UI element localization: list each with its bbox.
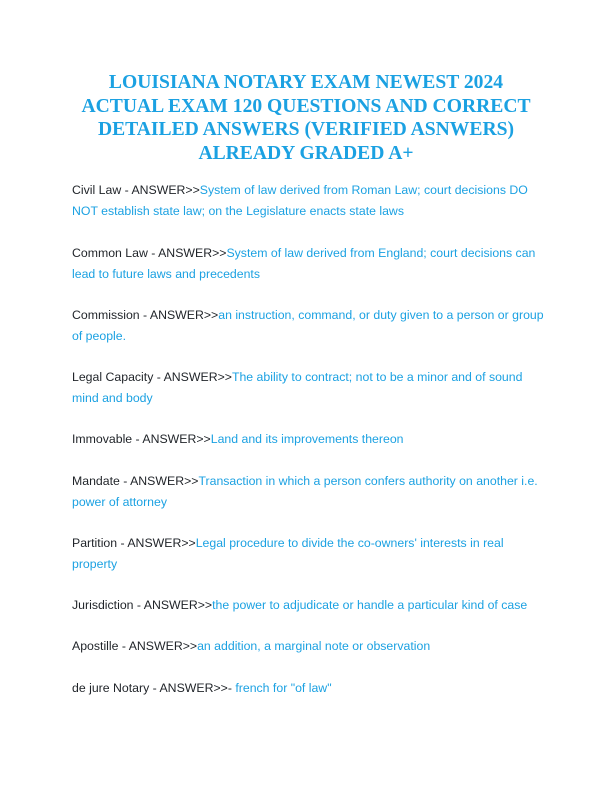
- qa-term: Legal Capacity - ANSWER>>: [72, 370, 232, 384]
- qa-answer-continued: mind and body: [72, 391, 153, 405]
- qa-item-jurisdiction: [72, 595, 542, 616]
- qa-term: Partition - ANSWER>>: [72, 536, 196, 550]
- qa-answer: System of law derived from England; court decisions can: [226, 246, 536, 260]
- qa-item-apostille: [72, 636, 542, 657]
- qa-term: Immovable - ANSWER>>: [72, 432, 211, 446]
- qa-term: de jure Notary - ANSWER>>-: [72, 681, 236, 695]
- qa-term: Civil Law - ANSWER>>: [72, 183, 200, 197]
- qa-line: [72, 429, 542, 450]
- qa-term: Common Law - ANSWER>>: [72, 246, 227, 260]
- qa-answer: System of law derived from Roman Law; court decisions DO: [199, 183, 528, 197]
- qa-answer: The ability to contract; not to be a minor and of sound: [231, 370, 523, 384]
- qa-line: [72, 243, 542, 264]
- qa-term: Jurisdiction - ANSWER>>: [72, 598, 213, 612]
- qa-item-de-jure-notary: [72, 678, 542, 699]
- qa-item-commission: [72, 305, 542, 347]
- title-line: LOUISIANA NOTARY EXAM NEWEST 2024: [108, 72, 504, 93]
- qa-answer: an instruction, command, or duty given to a person or group: [218, 308, 544, 322]
- qa-line: [72, 533, 542, 554]
- qa-answer: Transaction in which a person confers authority on another i.e.: [198, 474, 538, 488]
- qa-answer: the power to adjudicate or handle a particular kind of case: [212, 598, 528, 612]
- qa-answer-continued: NOT establish state law; on the Legislature enacts state laws: [72, 204, 404, 218]
- qa-line: [72, 180, 542, 201]
- qa-term: Commission - ANSWER>>: [72, 308, 219, 322]
- qa-item-partition: [72, 533, 542, 575]
- qa-line: [72, 367, 542, 388]
- qa-answer: an addition, a marginal note or observation: [197, 639, 431, 653]
- qa-item-mandate: [72, 471, 542, 513]
- title-line: DETAILED ANSWERS (VERIFIED ASNWERS): [97, 119, 515, 140]
- qa-answer-continued: of people.: [72, 329, 127, 343]
- qa-item-civil-law: [72, 180, 542, 222]
- qa-answer-continued: property: [72, 557, 118, 571]
- qa-answer-continued: power of attorney: [72, 495, 168, 509]
- document-title: [60, 71, 552, 165]
- qa-term: Apostille - ANSWER>>: [72, 639, 198, 653]
- qa-item-immovable: [72, 429, 542, 450]
- qa-answer: Legal procedure to divide the co-owners' interests in real: [195, 536, 504, 550]
- qa-term: Mandate - ANSWER>>: [72, 474, 199, 488]
- qa-line: [72, 305, 542, 326]
- qa-line: [72, 636, 542, 657]
- qa-answer-continued: lead to future laws and precedents: [72, 267, 260, 281]
- title-line: ACTUAL EXAM 120 QUESTIONS AND CORRECT: [81, 95, 531, 117]
- qa-line: [72, 471, 542, 492]
- qa-line: [72, 595, 542, 616]
- qa-line: [72, 678, 542, 699]
- qa-answer: french for "of law": [235, 681, 332, 695]
- qa-item-legal-capacity: [72, 367, 542, 409]
- title-line: ALREADY GRADED A+: [198, 142, 414, 164]
- qa-item-common-law: [72, 243, 542, 285]
- qa-answer: Land and its improvements thereon: [210, 432, 404, 446]
